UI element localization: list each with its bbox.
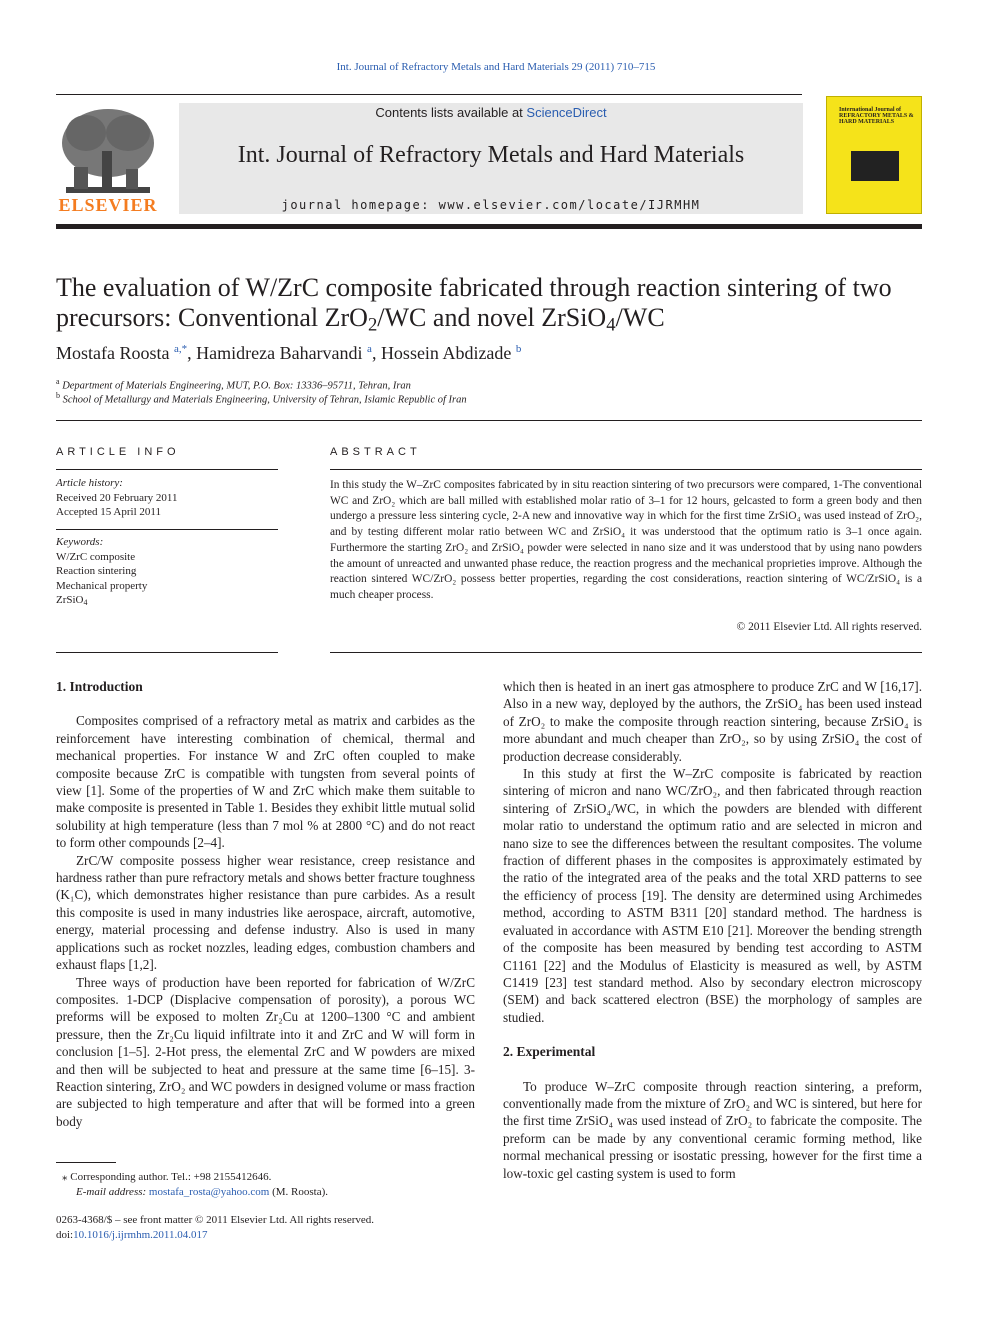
intro-heading: 1. Introduction — [56, 679, 143, 694]
email-note: E-mail address: mostafa_rosta@yahoo.com (M. Roosta). — [76, 1186, 328, 1198]
cover-title — [839, 107, 915, 125]
abstract-rule — [330, 469, 922, 470]
title-line-1: The evaluation of W/ZrC composite fabricated through reaction sintering of two — [56, 273, 892, 302]
article-history — [56, 476, 278, 520]
journal-homepage[interactable]: journal homepage: www.elsevier.com/locate/IJRMHM — [281, 198, 701, 212]
doi-link[interactable]: 10.1016/j.ijrmhm.2011.04.017 — [73, 1229, 208, 1241]
footnote-rule — [56, 1162, 116, 1163]
keyword: ZrSiO$_4$ — [56, 594, 88, 607]
article-info-heading: ARTICLE INFO — [56, 446, 180, 458]
abstract-bottom-rule — [330, 652, 922, 653]
journal-title: Int. Journal of Refractory Metals and Hard Materials — [237, 142, 745, 168]
contents-line — [179, 105, 803, 120]
received-date: Received 20 February 2011 — [56, 491, 178, 504]
sciencedirect-link[interactable]: ScienceDirect — [526, 105, 607, 120]
accepted-date: Accepted 15 April 2011 — [56, 506, 161, 518]
journal-cover-thumbnail[interactable] — [826, 96, 922, 214]
body-paragraph: which then is heated in an inert gas atmosphere to produce ZrC and W [16,17]. Also in a new way, deployed by the authors, the ZrSiO₄ has been used instead of ZrO₂ to make the composite through reaction sintering, because ZrSiO₄ is more abundant and much cheaper than ZrO₂, so by using ZrSiO₄ the cost of production decrease considerably. — [503, 679, 922, 764]
journal-citation[interactable]: Int. Journal of Refractory Metals and Hard Materials 29 (2011) 710–715 — [336, 61, 656, 73]
author-name: Hamidreza Baharvandi — [196, 343, 363, 363]
intro-paragraph-3: Three ways of production have been reported for fabrication of W/ZrC composites. 1-DCP (Displacive compensation of porosity), a porous WC preforms will be exposed to molten Zr₂Cu at 1200–1300 °C and ambient pressure, then the Zr₂Cu liquid infiltrate into it and ZrC and W will form in conclusion [1–5]. 2-Hot press, the elemental ZrC and W powders are mixed and then will be subjected to heat and pressure at the same time [6–15]. 3-Reaction sintering, ZrO₂ and WC powders in designed volume or mass fraction are subjected to high temperature and after that will be formed into a green body — [56, 974, 475, 1129]
info-rule — [56, 529, 278, 530]
author-name: Mostafa Roosta — [56, 343, 170, 363]
keyword: Mechanical property — [56, 579, 148, 592]
intro-paragraph-1: Composites comprised of a refractory metal as matrix and carbides as the reinforcement have interesting combination of chemical, thermal and mechanical properties. For instance W and ZrC often coupled to make composite because ZrC is compatible with tungsten from several points of view [1]. Some of the properties of W and ZrC which make them suitable to make composite is presented in Table 1. Besides they exhibit little mutual solid solubility at high temperature (less than 7 mol % at 2800 °C) and do not react to form other compounds [2–4]. — [56, 713, 475, 851]
history-label: Article history: — [56, 477, 123, 489]
title-line-2: precursors: Conventional ZrO$_2$/WC and novel ZrSiO$_4$/WC — [56, 303, 665, 336]
author-list: Mostafa Roosta $^{a,*}$, Hamidreza Baharvandi $^a$, Hossein Abdizade $^b$ — [56, 343, 522, 363]
left-column — [56, 678, 475, 1130]
experimental-heading: 2. Experimental — [503, 1044, 596, 1060]
cover-journal-name: REFRACTORY METALS & HARD MATERIALS — [839, 113, 914, 125]
abstract-text: In this study the W–ZrC composites fabricated by in situ reaction sintering of two precursors were compared, 1-The conventional WC and ZrO₂ which are ball milled with established molar ratio of 3–1 for 12 hours, gelcasted to form a green body and then undergo a pressure less sintering cycle, 2-A new and innovative way in which for the first time ZrSiO₄ was used instead of ZrO₂, and by testing different molar ratio between WC and ZrSiO₄ it was understood that the optimum ratio is 3–1 once again. Furthermore the starting ZrO₂ and ZrSiO₄ powder were selected in nano size and it was understood that by using nano powders the amount of unreacted and unwanted phase reduce, the reaction progress and the mechanical proprieties improve. Although the reaction sintered WC/ZrO₂ possess better properties, regarding the cost considerations, reaction sintering of WC/ZrSiO₄ is a much cheaper process. — [330, 479, 922, 601]
author-affil-link[interactable]: a — [367, 343, 372, 355]
cover-top-note: International Journal of — [839, 107, 902, 113]
affiliation-b: $^b$ School of Metallurgy and Materials Engineering, University of Tehran, Islamic Republic of Iran — [56, 391, 467, 406]
issn-line: 0263-4368/$ – see front matter © 2011 Elsevier Ltd. All rights reserved. — [56, 1214, 375, 1226]
author-name: Hossein Abdizade — [380, 343, 512, 363]
header-rule — [56, 94, 802, 95]
experimental-paragraph: To produce W–ZrC composite through reaction sintering, a preform, conventionally made from the mixture of ZrO₂ and WC is sintered, but here for the first time ZrSiO₄ was used instead of ZrO₂ to fabricate the composite. The preform can be made by any conventional ceramic forming method, like normal mechanical pressing or isostatic pressing, however for the first time a low-toxic gel casting system is used to form — [503, 1078, 922, 1181]
doi-line: doi:10.1016/j.ijrmhm.2011.04.017 — [56, 1229, 208, 1241]
body-paragraph: In this study at first the W–ZrC composite is fabricated by reaction sintering of micron and nano WC/ZrO₂, and then fabricated through reaction sintering of ZrSiO₄/WC, in which the powders are blended with different molar ratio to understand the optimum ratio and are selected in micron and nano size to see the differences between the resultant composites. The volume fraction of different phases in the composites is approximately estimated by the ratio of the integrated area of the peaks and the total XRD patterns to see the efficiency of process [19]. The density are determined using Archimedes method, according to ASTM B311 [20] standard method. The hardness is evaluated in accordance with ASTM E10 [21]. Moreover the bending strength of the composite has been measured by bending test according to ASTM C1161 [22] and the Modulus of Elasticity is measured as well, by ASTM C1419 [23] test standard method. Also by secondary electron microscopy (SEM) and back scattered electron (BSE) the morphology of samples are studied. — [503, 766, 922, 1025]
article-title — [56, 273, 922, 341]
header-thick-rule — [56, 224, 922, 229]
keywords — [56, 535, 278, 610]
affiliation-rule — [56, 420, 922, 421]
right-column — [503, 678, 922, 1182]
corresponding-author-note: ⁎ Corresponding author. Tel.: +98 2155412646. — [62, 1171, 272, 1183]
cover-image — [851, 151, 899, 181]
author-affil-link[interactable]: b — [515, 343, 522, 355]
intro-paragraph-2: ZrC/W composite possess higher wear resistance, creep resistance and hardness rather than pure refractory metals and shows better fracture toughness (K₁C), which demonstrates higher resistance than pure carbides. As a result this composite is used in many industries like aerospace, aircraft, automotive, energy, material processing and defense industry. Also is used in many applications such as rocket nozzles, leading edges, combustion chambers and exhaust flaps [1,2]. — [56, 852, 475, 973]
copyright: © 2011 Elsevier Ltd. All rights reserved. — [736, 621, 922, 633]
contents-prefix: Contents lists available at — [375, 105, 527, 120]
author-affil-link[interactable]: a,* — [173, 343, 188, 355]
abstract-heading: ABSTRACT — [330, 446, 421, 458]
affiliation-a: $^a$ Department of Materials Engineering, MUT, P.O. Box: 13336–95711, Tehran, Iran — [56, 377, 411, 392]
info-rule — [56, 469, 278, 470]
info-bottom-rule — [56, 652, 278, 653]
keyword: W/ZrC composite — [56, 550, 136, 563]
email-link[interactable]: mostafa_rosta@yahoo.com — [148, 1186, 270, 1198]
keyword: Reaction sintering — [56, 565, 137, 577]
keywords-label: Keywords: — [56, 536, 104, 548]
elsevier-wordmark: ELSEVIER — [58, 195, 158, 215]
